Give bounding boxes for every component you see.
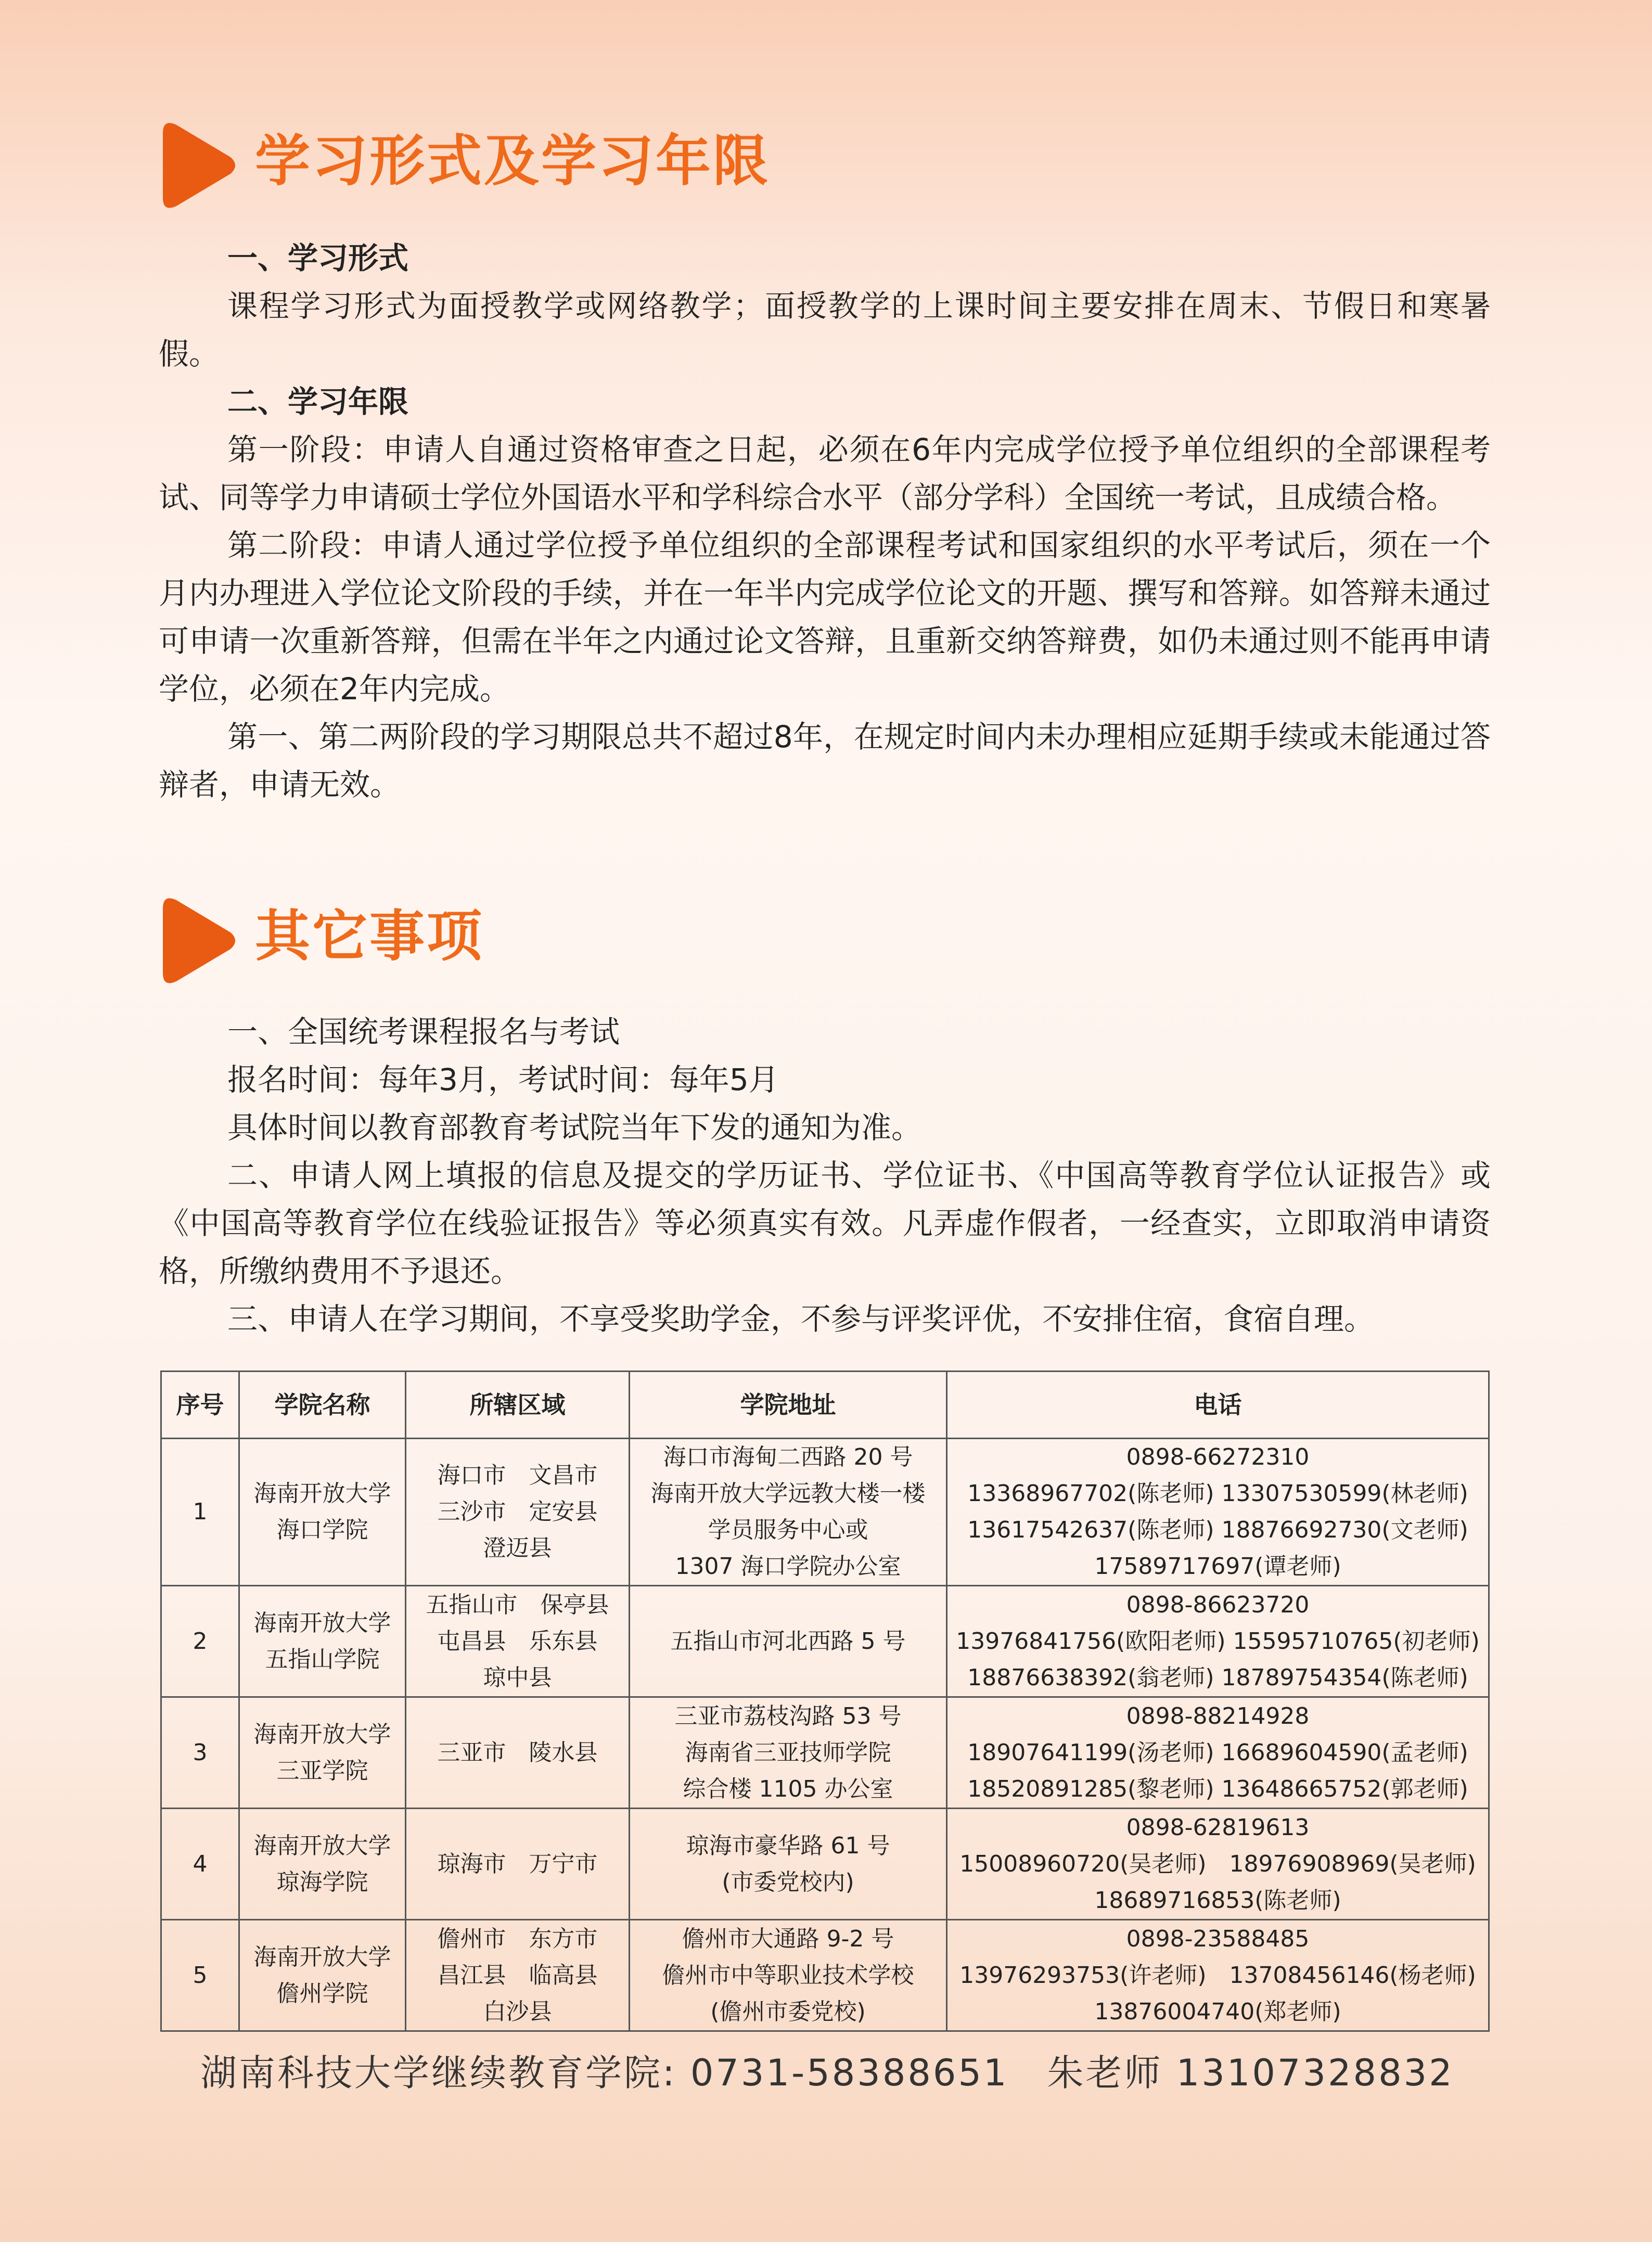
cell-area (406, 1586, 630, 1697)
cell-address (630, 1809, 947, 1920)
cell-name-line: 海南开放大学 (253, 1609, 391, 1636)
cell-area-line: 澄迈县 (483, 1535, 552, 1561)
cell-area (406, 1920, 630, 2031)
cell-name (239, 1586, 406, 1697)
paragraph: 第一阶段：申请人自通过资格审查之日起，必须在6年内完成学位授予单位组织的全部课程考试、同等学力申请硕士学位外国语水平和学科综合水平（部分学科）全国统一考试，且成绩合格。 (159, 432, 1491, 515)
table-header-row (161, 1372, 1489, 1439)
cell-address-line: 海南开放大学远教大楼一楼 (650, 1480, 926, 1507)
cell-no (161, 1920, 239, 2031)
cell-phone-line: 13876004740(郑老师) (1094, 1998, 1341, 2025)
cell-phone-line: 0898-86623720 (1126, 1591, 1310, 1618)
paragraph: 二、申请人网上填报的信息及提交的学历证书、学位证书、《中国高等教育学位认证报告》或《中国高等教育学位在线验证报告》等必须真实有效。凡弄虚作假者，一经查实，立即取消申请资格，所缴纳费用不予退还。 (159, 1158, 1491, 1289)
paragraph: 报名时间：每年3月，考试时间：每年5月 (227, 1062, 779, 1097)
cell-phone (947, 1920, 1489, 2031)
cell-phone-line: 0898-62819613 (1126, 1814, 1310, 1841)
cell-area-line: 白沙县 (483, 1998, 552, 2025)
cell-phone-line: 18520891285(黎老师) 13648665752(郭老师) (967, 1775, 1468, 1802)
cell-phone-line: 13368967702(陈老师) 13307530599(林老师) (967, 1480, 1468, 1507)
play-arrow-icon (159, 894, 237, 988)
cell-no-line: 1 (193, 1498, 208, 1525)
cell-name-line: 海南开放大学 (253, 1943, 391, 1970)
cell-name-line: 儋州学院 (276, 1980, 368, 2007)
cell-phone (947, 1697, 1489, 1809)
cell-address (630, 1697, 947, 1809)
cell-name-line: 海南开放大学 (253, 1721, 391, 1748)
play-arrow-icon (159, 119, 237, 212)
table-row (161, 1439, 1489, 1586)
column-header-phone: 电话 (947, 1372, 1489, 1439)
cell-no-line: 3 (193, 1739, 208, 1766)
cell-area-line: 三沙市 定安县 (437, 1498, 598, 1525)
cell-name-line: 五指山学院 (265, 1646, 380, 1673)
cell-no (161, 1809, 239, 1920)
column-header-no: 序号 (161, 1372, 239, 1439)
paragraph: 三、申请人在学习期间，不享受奖助学金，不参与评奖评优，不安排住宿，食宿自理。 (227, 1301, 1375, 1337)
paragraph: 课程学习形式为面授教学或网络教学；面授教学的上课时间主要安排在周末、节假日和寒暑假。 (159, 288, 1491, 371)
other-matters-body (159, 1008, 1491, 1343)
cell-name (239, 1809, 406, 1920)
cell-address-line: 海南省三亚技师学院 (685, 1739, 891, 1766)
cell-area-line: 屯昌县 乐东县 (437, 1628, 598, 1655)
paragraph: 一、全国统考课程报名与考试 (227, 1014, 620, 1049)
cell-area-line: 琼中县 (483, 1664, 552, 1691)
cell-name-line: 海口学院 (276, 1517, 368, 1543)
cell-phone-line: 17589717697(谭老师) (1094, 1553, 1341, 1580)
cell-area-line: 昌江县 临高县 (437, 1962, 598, 1989)
cell-name (239, 1697, 406, 1809)
cell-area (406, 1697, 630, 1809)
footer-contact: 湖南科技大学继续教育学院: 0731-58388651 朱老师 13107328832 (200, 2052, 1454, 2094)
cell-area-line: 儋州市 东方市 (437, 1925, 598, 1952)
cell-no-line: 4 (193, 1850, 208, 1877)
section-title: 学习形式及学习年限 (255, 129, 770, 193)
cell-phone-line: 13617542637(陈老师) 18876692730(文老师) (967, 1517, 1468, 1543)
cell-phone-line: 13976841756(欧阳老师) 15595710765(初老师) (956, 1628, 1480, 1655)
cell-no (161, 1439, 239, 1586)
paragraph: 具体时间以教育部教育考试院当年下发的通知为准。 (227, 1110, 922, 1145)
cell-address-line: 学员服务中心或 (708, 1517, 868, 1543)
cell-name (239, 1439, 406, 1586)
cell-phone (947, 1439, 1489, 1586)
cell-address-line: 1307 海口学院办公室 (675, 1553, 901, 1580)
cell-phone-line: 0898-66272310 (1126, 1444, 1310, 1470)
section-title: 其它事项 (255, 904, 484, 968)
cell-phone-line: 0898-23588485 (1126, 1925, 1310, 1952)
column-header-address: 学院地址 (630, 1372, 947, 1439)
column-header-name: 学院名称 (239, 1372, 406, 1439)
cell-area (406, 1439, 630, 1586)
cell-name-line: 海南开放大学 (253, 1480, 391, 1507)
cell-area-line: 三亚市 陵水县 (437, 1739, 598, 1766)
cell-phone-line: 13976293753(许老师) 13708456146(杨老师) (959, 1962, 1476, 1989)
cell-address-line: (儋州市委党校) (710, 1998, 866, 2025)
table-row (161, 1586, 1489, 1697)
cell-area-line: 琼海市 万宁市 (437, 1850, 598, 1877)
cell-no (161, 1586, 239, 1697)
cell-address-line: 三亚市荔枝沟路 53 号 (674, 1702, 902, 1729)
table-row (161, 1809, 1489, 1920)
cell-area-line: 海口市 文昌市 (437, 1462, 598, 1489)
cell-address-line: (市委党校内) (722, 1868, 854, 1895)
subheading-study-form: 一、学习形式 (227, 240, 409, 276)
cell-phone-line: 15008960720(吴老师) 18976908969(吴老师) (959, 1850, 1476, 1877)
column-header-area: 所辖区域 (406, 1372, 630, 1439)
cell-name-line: 三亚学院 (276, 1757, 368, 1784)
cell-phone (947, 1586, 1489, 1697)
cell-area (406, 1809, 630, 1920)
cell-address-line: 儋州市中等职业技术学校 (662, 1962, 914, 1989)
paragraph: 第二阶段：申请人通过学位授予单位组织的全部课程考试和国家组织的水平考试后，须在一个月内办理进入学位论文阶段的手续，并在一年半内完成学位论文的开题、撰写和答辩。如答辩未通过可申请一次重新答辩，但需在半年之内通过论文答辩，且重新交纳答辩费，如仍未通过则不能再申请学位，必须在2年内完成。 (159, 528, 1491, 707)
subheading-study-period: 二、学习年限 (227, 384, 409, 419)
cell-phone (947, 1809, 1489, 1920)
table-row (161, 1697, 1489, 1809)
cell-name-line: 海南开放大学 (253, 1832, 391, 1859)
cell-phone-line: 0898-88214928 (1126, 1702, 1310, 1729)
cell-address (630, 1586, 947, 1697)
paragraph: 第一、第二两阶段的学习期限总共不超过8年，在规定时间内未办理相应延期手续或未能通过答辩者，申请无效。 (159, 719, 1491, 802)
cell-name (239, 1920, 406, 2031)
cell-no-line: 2 (193, 1628, 208, 1655)
cell-address-line: 综合楼 1105 办公室 (683, 1775, 893, 1802)
cell-address (630, 1920, 947, 2031)
college-contact-table (160, 1370, 1490, 2032)
study-form-body (159, 234, 1491, 809)
cell-address-line: 海口市海甸二西路 20 号 (663, 1444, 913, 1470)
cell-address (630, 1439, 947, 1586)
table-row (161, 1920, 1489, 2031)
cell-phone-line: 18876638392(翁老师) 18789754354(陈老师) (967, 1664, 1468, 1691)
cell-address-line: 五指山市河北西路 5 号 (670, 1628, 906, 1655)
cell-address-line: 琼海市豪华路 61 号 (686, 1832, 890, 1859)
cell-address-line: 儋州市大通路 9-2 号 (682, 1925, 894, 1952)
cell-no (161, 1697, 239, 1809)
cell-area-line: 五指山市 保亭县 (426, 1591, 609, 1618)
cell-name-line: 琼海学院 (276, 1868, 368, 1895)
cell-no-line: 5 (193, 1962, 208, 1989)
cell-phone-line: 18689716853(陈老师) (1094, 1887, 1341, 1914)
cell-phone-line: 18907641199(汤老师) 16689604590(孟老师) (967, 1739, 1468, 1766)
